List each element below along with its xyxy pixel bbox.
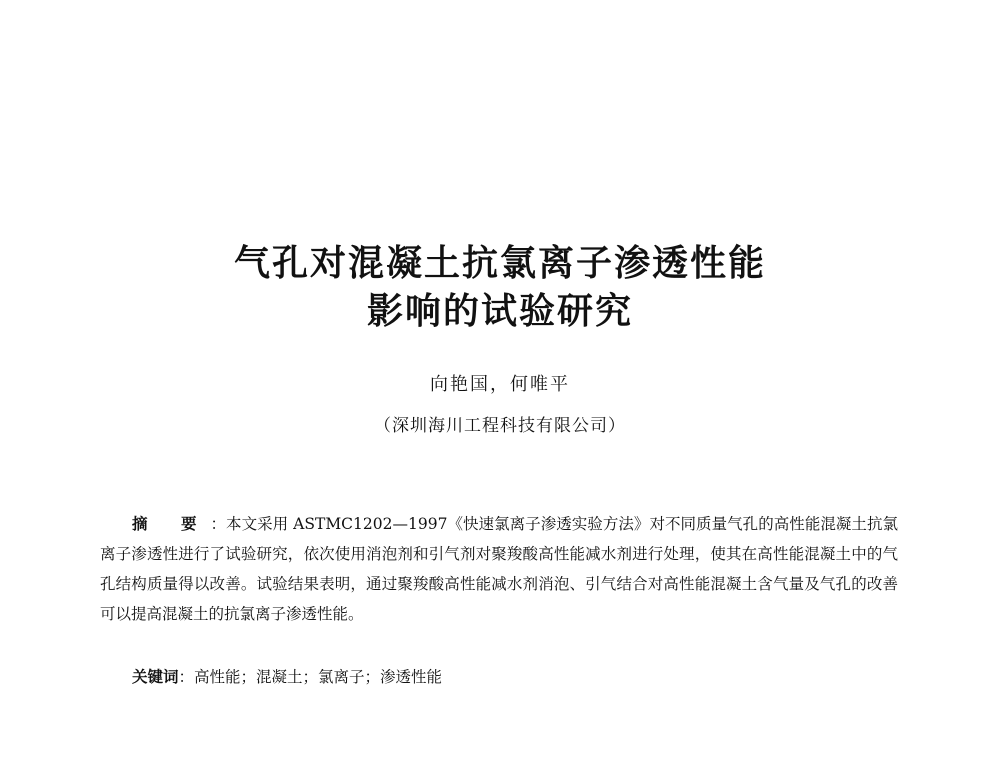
abstract-text: ：本文采用 ASTMC1202—1997《快速氯离子渗透实验方法》对不同质量气孔的高性能混凝土抗氯离子渗透性进行了试验研究，依次使用消泡剂和引气剂对聚羧酸高性能减水剂进行处理，使其在高性能混凝土中的气孔结构质量得以改善。试验结果表明，通过聚羧酸高性能减水剂消泡、引气结合对高性能混凝土含气量及气孔的改善可以提高混凝土的抗氯离子渗透性能。 xyxy=(100,515,898,623)
affiliation: （深圳海川工程科技有限公司） xyxy=(374,416,626,436)
abstract-label: 摘 要 xyxy=(132,515,211,533)
title-line-2: 影响的试验研究 xyxy=(366,291,633,332)
paper-title xyxy=(0,240,1000,336)
abstract xyxy=(100,509,898,629)
keywords xyxy=(132,663,442,691)
keywords-label: 关键词 xyxy=(132,668,179,686)
keywords-text: ：高性能；混凝土；氯离子；渗透性能 xyxy=(178,668,443,686)
authors: 向艳国，何唯平 xyxy=(430,374,570,395)
title-line-1: 气孔对混凝土抗氯离子渗透性能 xyxy=(233,243,766,284)
